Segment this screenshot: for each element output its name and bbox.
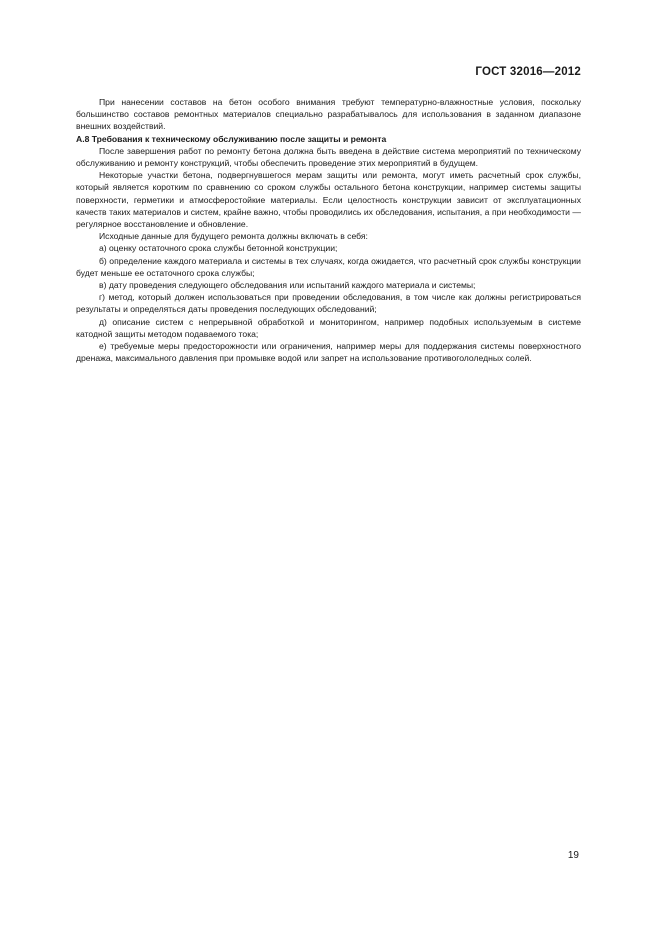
list-item: е) требуемые меры предосторожности или ограничения, например меры для поддержания системы поверхностного дренажа, максимального давления при промывке водой или запрет на использование противогололедных солей.	[76, 341, 581, 364]
standard-number: ГОСТ 32016—2012	[475, 66, 581, 78]
intro-paragraph: При нанесении составов на бетон особого внимания требуют температурно-влажностные условия, поскольку большинство составов ремонтных материалов специально разрабатывалось для использования в заданном диапазоне внешних воздействий.	[76, 97, 581, 132]
document-header	[475, 66, 581, 78]
list-item: б) определение каждого материала и системы в тех случаях, когда ожидается, что расчетный срок службы конструкции будет меньше ее остаточного срока службы;	[76, 255, 581, 278]
page-number: 19	[567, 850, 579, 861]
body-paragraph: Исходные данные для будущего ремонта должны включать в себя:	[99, 231, 368, 242]
body-paragraph: Некоторые участки бетона, подвергнувшегося мерам защиты или ремонта, могут иметь расчетный срок службы, который является коротким по сравнению со сроком службы остального бетона конструкции, например системы защиты поверхности, герметики и атмосферостойкие материалы. Если целостность конструкции зависит от эксплуатационных качеств таких материалов и систем, крайне важно, чтобы проводились их обследования, испытания, а при необходимости — регулярное восстановление и обновление.	[76, 170, 581, 230]
list-item: а) оценку остаточного срока службы бетонной конструкции;	[99, 243, 338, 254]
list-item: г) метод, который должен использоваться при проведении обследования, в том числе как должны регистрироваться результаты и определяться даты проведения последующих обследований;	[76, 292, 581, 315]
list-item: д) описание систем с непрерывной обработкой и мониторингом, например подобных используемым в системе катодной защиты методом подаваемого тока;	[76, 316, 581, 339]
list-item: в) дату проведения следующего обследования или испытаний каждого материала и системы;	[99, 280, 476, 291]
section-heading: А.8 Требования к техническому обслуживанию после защиты и ремонта	[76, 133, 387, 144]
body-paragraph: После завершения работ по ремонту бетона должна быть введена в действие система мероприятий по техническому обслуживанию и ремонту конструкций, чтобы обеспечить проведение этих мероприятий в будущем.	[76, 145, 581, 169]
document-body	[76, 96, 581, 364]
